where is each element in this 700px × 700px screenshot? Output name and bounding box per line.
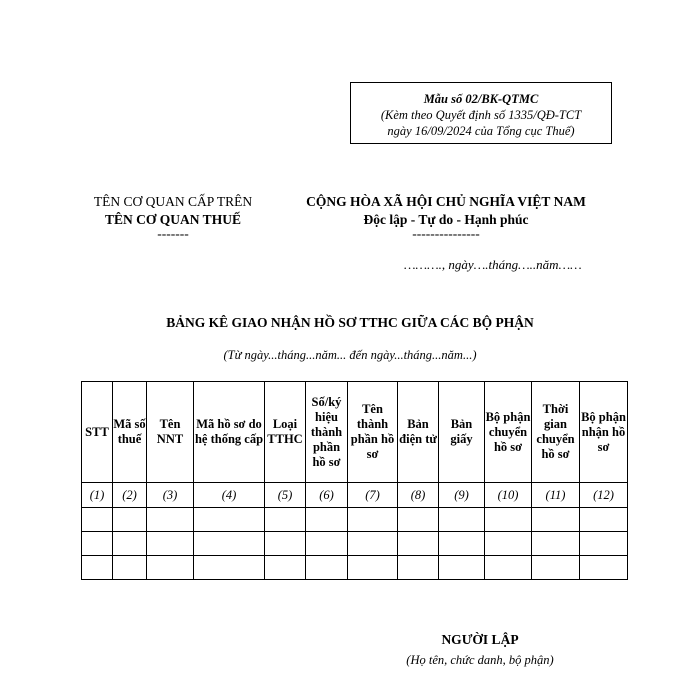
form-code-box bbox=[350, 82, 612, 144]
table-cell bbox=[398, 532, 439, 556]
header-cell: Thời gian chuyển hồ sơ bbox=[532, 382, 580, 483]
table-cell bbox=[580, 556, 628, 580]
table-row bbox=[82, 532, 628, 556]
header-cell: Tên NNT bbox=[147, 382, 194, 483]
table-cell bbox=[485, 532, 532, 556]
tax-agency: TÊN CƠ QUAN THUẾ bbox=[105, 212, 241, 227]
header-cell: Loại TTHC bbox=[265, 382, 306, 483]
motto-underline: --------------- bbox=[412, 226, 480, 241]
document-title: BẢNG KÊ GIAO NHẬN HỒ SƠ TTHC GIỮA CÁC BỘ PHẬN bbox=[166, 315, 534, 330]
table-cell bbox=[194, 508, 265, 532]
form-code: Mẫu số 02/BK-QTMC bbox=[423, 92, 539, 106]
column-number: (7) bbox=[348, 483, 398, 508]
table-cell bbox=[82, 556, 113, 580]
table-cell bbox=[147, 532, 194, 556]
column-number: (2) bbox=[113, 483, 147, 508]
national-header bbox=[282, 193, 610, 239]
table-cell bbox=[532, 508, 580, 532]
table-cell bbox=[265, 532, 306, 556]
column-number: (12) bbox=[580, 483, 628, 508]
table-cell bbox=[113, 556, 147, 580]
national-motto: Độc lập - Tự do - Hạnh phúc bbox=[363, 212, 529, 227]
signer-note: (Họ tên, chức danh, bộ phận) bbox=[406, 653, 554, 667]
table-cell bbox=[532, 532, 580, 556]
table-cell bbox=[580, 532, 628, 556]
form-reference: (Kèm theo Quyết định số 1335/QĐ-TCT bbox=[380, 108, 582, 122]
table-header-row bbox=[82, 382, 628, 483]
form-reference-date: ngày 16/09/2024 của Tổng cục Thuế) bbox=[387, 124, 575, 138]
table-cell bbox=[265, 508, 306, 532]
national-title: CỘNG HÒA XÃ HỘI CHỦ NGHĨA VIỆT NAM bbox=[306, 194, 586, 209]
table-cell bbox=[82, 532, 113, 556]
table-cell bbox=[348, 556, 398, 580]
table-cell bbox=[485, 556, 532, 580]
header-cell: Tên thành phần hồ sơ bbox=[348, 382, 398, 483]
table-cell bbox=[580, 508, 628, 532]
table-cell bbox=[532, 556, 580, 580]
table-cell bbox=[82, 508, 113, 532]
handover-table bbox=[81, 381, 628, 580]
table-row bbox=[82, 508, 628, 532]
header-cell: Bộ phận chuyển hồ sơ bbox=[485, 382, 532, 483]
table-cell bbox=[265, 556, 306, 580]
signer-title: NGƯỜI LẬP bbox=[441, 632, 519, 647]
table-cell bbox=[348, 508, 398, 532]
table-cell bbox=[147, 508, 194, 532]
table-cell bbox=[398, 508, 439, 532]
table-cell bbox=[439, 556, 485, 580]
table-cell bbox=[113, 508, 147, 532]
column-number: (10) bbox=[485, 483, 532, 508]
table-cell bbox=[113, 532, 147, 556]
table-cell bbox=[194, 532, 265, 556]
table-cell bbox=[398, 556, 439, 580]
table-cell bbox=[348, 532, 398, 556]
table-cell bbox=[306, 556, 348, 580]
column-number: (4) bbox=[194, 483, 265, 508]
parent-agency: TÊN CƠ QUAN CẤP TRÊN bbox=[93, 194, 253, 209]
column-number: (6) bbox=[306, 483, 348, 508]
column-number: (3) bbox=[147, 483, 194, 508]
column-number: (8) bbox=[398, 483, 439, 508]
table-cell bbox=[306, 532, 348, 556]
header-cell: STT bbox=[82, 382, 113, 483]
table-cell bbox=[147, 556, 194, 580]
table-cell bbox=[194, 556, 265, 580]
table-cell bbox=[485, 508, 532, 532]
header-cell: Bản điện tử bbox=[398, 382, 439, 483]
table-cell bbox=[306, 508, 348, 532]
table-row bbox=[82, 556, 628, 580]
header-cell: Mã hồ sơ do hệ thống cấp bbox=[194, 382, 265, 483]
column-number: (5) bbox=[265, 483, 306, 508]
column-number: (1) bbox=[82, 483, 113, 508]
table-cell bbox=[439, 532, 485, 556]
table-cell bbox=[439, 508, 485, 532]
table-column-number-row bbox=[82, 483, 628, 508]
reporting-period: (Từ ngày...tháng...năm... đến ngày...tháng...năm...) bbox=[223, 348, 477, 362]
agency-header bbox=[78, 193, 268, 239]
column-number: (11) bbox=[532, 483, 580, 508]
column-number: (9) bbox=[439, 483, 485, 508]
agency-underline: ------- bbox=[157, 226, 189, 241]
header-cell: Mã số thuế bbox=[113, 382, 147, 483]
header-cell: Bộ phận nhận hồ sơ bbox=[580, 382, 628, 483]
place-date-line: ………., ngày….tháng…..năm…… bbox=[404, 257, 582, 272]
header-cell: Số/ký hiệu thành phần hồ sơ bbox=[306, 382, 348, 483]
header-cell: Bản giấy bbox=[439, 382, 485, 483]
